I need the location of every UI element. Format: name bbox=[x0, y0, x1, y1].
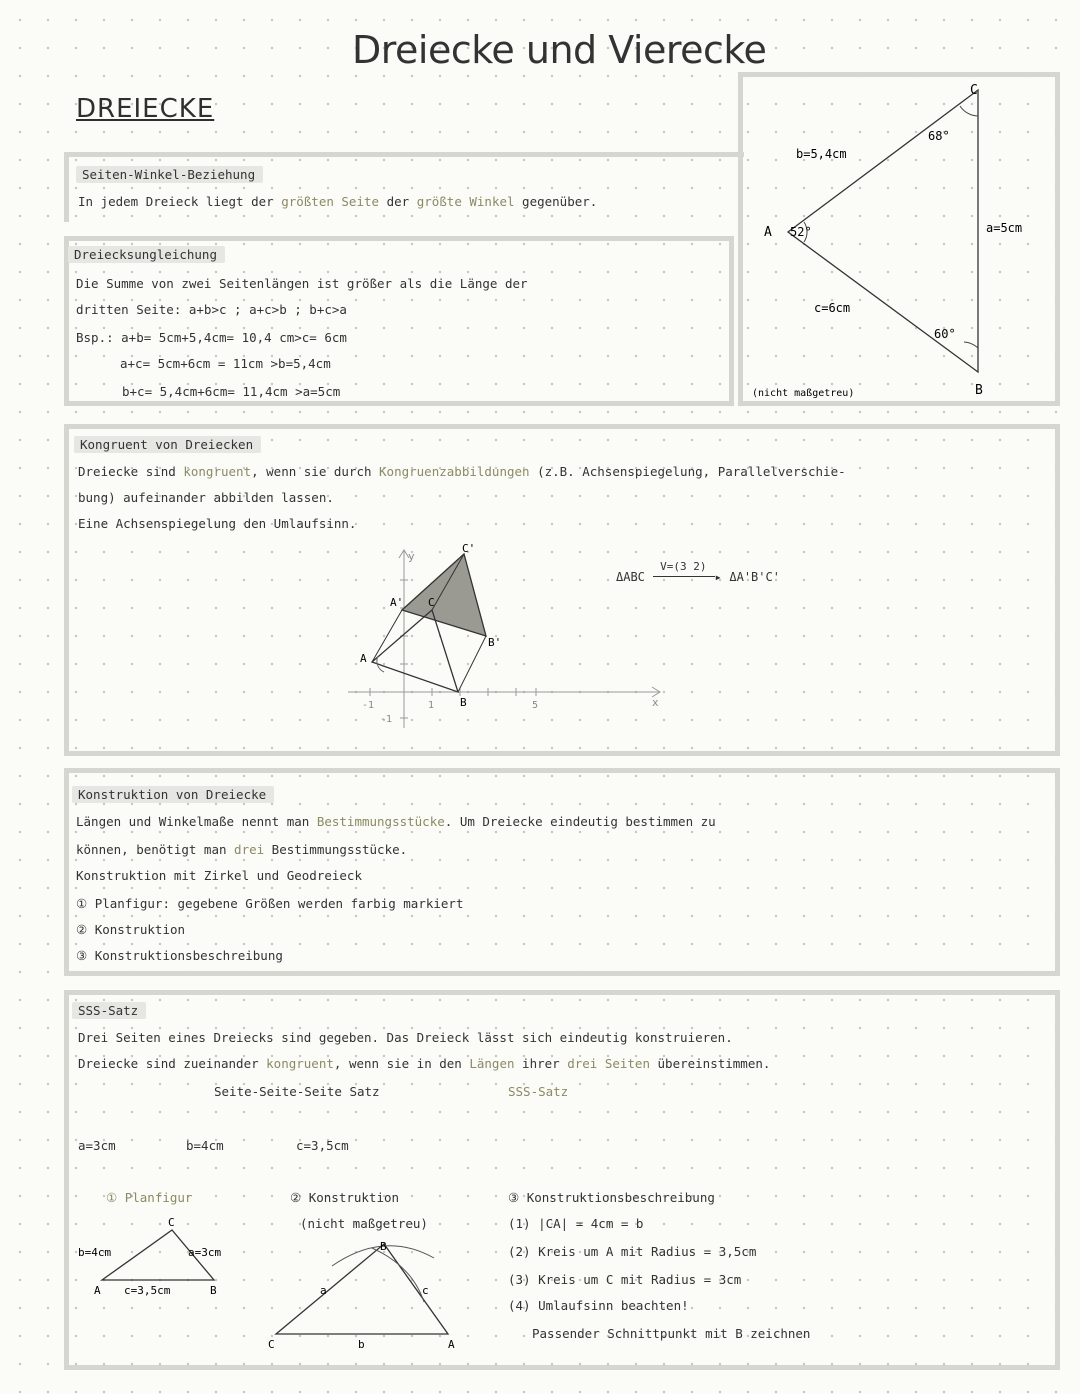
angle-arc-b bbox=[964, 342, 978, 348]
ungleichung-line2: dritten Seite: a+b>c ; a+c>b ; b+c>a bbox=[76, 302, 347, 317]
pf-side-b: b=4cm bbox=[78, 1246, 112, 1259]
sss-line2: Dreiecke sind zueinander kongruent, wenn sie in den Längen ihrer drei Seiten übereinstimmen. bbox=[78, 1056, 771, 1071]
ungleichung-line3: Bsp.: a+b= 5cm+5,4cm= 10,4 cm>c= 6cm bbox=[76, 330, 347, 345]
sss-line1: Drei Seiten eines Dreiecks sind gegeben. Das Dreieck lässt sich eindeutig konstruieren. bbox=[78, 1030, 733, 1045]
k-label-a: A bbox=[448, 1338, 455, 1351]
tick-label-1: 1 bbox=[428, 700, 435, 711]
k-side-a: a bbox=[320, 1284, 327, 1297]
pf-label-a: A bbox=[94, 1284, 101, 1297]
konstruktion-heading: ② Konstruktion bbox=[290, 1190, 400, 1205]
pf-side-c: c=3,5cm bbox=[124, 1284, 171, 1297]
sss-abbr-short: SSS-Satz bbox=[508, 1084, 569, 1099]
pf-label-c: C bbox=[168, 1216, 175, 1229]
konstruktion-line2: können, benötigt man drei Bestimmungsstücke. bbox=[76, 842, 408, 857]
konstruktion-line3: Konstruktion mit Zirkel und Geodreieck bbox=[76, 868, 362, 883]
angle-arc-c bbox=[960, 106, 978, 116]
konstruktion-step2: ② Konstruktion bbox=[76, 922, 186, 937]
side-b-label: b=5,4cm bbox=[796, 147, 847, 161]
arc-around-c bbox=[372, 1248, 424, 1302]
point-c-prime: C' bbox=[462, 542, 476, 555]
desc-1: (1) |CA| = 4cm = b bbox=[508, 1216, 644, 1231]
given-b: b=4cm bbox=[186, 1138, 224, 1153]
konstruktion-step3: ③ Konstruktionsbeschreibung bbox=[76, 948, 283, 963]
k-label-c: C bbox=[268, 1338, 275, 1351]
mapping-vector: V=(3 2) bbox=[660, 560, 707, 573]
beschreibung-heading: ③ Konstruktionsbeschreibung bbox=[508, 1190, 715, 1205]
kongruent-line2: bung) aufeinander abbilden lassen. bbox=[78, 490, 334, 505]
triangle-image bbox=[402, 554, 486, 636]
angle-c-label: 68° bbox=[928, 129, 950, 143]
angle-a-label: 52° bbox=[790, 225, 812, 239]
konstruktion-drawing bbox=[262, 1236, 482, 1352]
given-a: a=3cm bbox=[78, 1138, 116, 1153]
point-a: A bbox=[360, 652, 367, 665]
pf-side-a: a=3cm bbox=[188, 1246, 222, 1259]
seiten-winkel-text: In jedem Dreieck liegt der größten Seite der größte Winkel gegenüber. bbox=[78, 194, 598, 209]
konstruktion-note: (nicht maßgetreu) bbox=[300, 1216, 428, 1231]
side-a-label: a=5cm bbox=[986, 221, 1023, 235]
ungleichung-title: Dreiecksungleichung bbox=[68, 246, 225, 263]
seiten-winkel-title: Seiten-Winkel-Beziehung bbox=[76, 166, 263, 183]
point-b-prime: B' bbox=[488, 636, 502, 649]
kongruent-line1: Dreiecke sind kongruent, wenn sie durch Kongruenzabbildungen (z.B. Achsenspiegelung, Parallelverschie- bbox=[78, 464, 846, 479]
desc-5: Passender Schnittpunkt mit B zeichnen bbox=[532, 1326, 811, 1341]
sss-abbr-full: Seite-Seite-Seite Satz bbox=[214, 1084, 380, 1099]
planfigur-heading: ① Planfigur bbox=[106, 1190, 193, 1205]
ungleichung-line1: Die Summe von zwei Seitenlängen ist größer als die Länge der bbox=[76, 276, 528, 291]
kongruent-title: Kongruent von Dreiecken bbox=[74, 436, 261, 453]
k-side-b: b bbox=[358, 1338, 365, 1351]
desc-3: (3) Kreis um C mit Radius = 3cm bbox=[508, 1272, 742, 1287]
box-sss bbox=[64, 990, 1060, 1370]
triangle-abc-diagram bbox=[738, 72, 1060, 406]
tick-label-neg1: -1 bbox=[362, 700, 375, 711]
not-to-scale-note: (nicht maßgetreu) bbox=[752, 388, 855, 399]
desc-2: (2) Kreis um A mit Radius = 3,5cm bbox=[508, 1244, 757, 1259]
given-c: c=3,5cm bbox=[296, 1138, 349, 1153]
mapping-notation: ΔABC V=(3 2) ▸ ΔA'B'C' bbox=[616, 560, 780, 584]
vector-b bbox=[458, 636, 486, 692]
konstruktion-line1: Längen und Winkelmaße nennt man Bestimmungsstücke. Um Dreiecke eindeutig bestimmen zu bbox=[76, 814, 716, 829]
section-heading-dreiecke: DREIECKE bbox=[76, 94, 215, 124]
label-c: C bbox=[970, 83, 978, 98]
kongruent-line3: Eine Achsenspiegelung den Umlaufsinn. bbox=[78, 516, 357, 531]
tick-label-5: 5 bbox=[532, 700, 539, 711]
ungleichung-line4: a+c= 5cm+6cm = 11cm >b=5,4cm bbox=[120, 356, 331, 371]
point-b: B bbox=[460, 696, 467, 709]
label-a: A bbox=[764, 225, 772, 240]
pf-label-b: B bbox=[210, 1284, 217, 1297]
desc-4: (4) Umlaufsinn beachten! bbox=[508, 1298, 689, 1313]
coordinate-diagram bbox=[340, 540, 680, 740]
konstruktion-step1: ① Planfigur: gegebene Größen werden farbig markiert bbox=[76, 896, 464, 911]
angle-b-label: 60° bbox=[934, 327, 956, 341]
tick-label-y-neg1: -1 bbox=[380, 714, 393, 725]
k-side-c: c bbox=[422, 1284, 429, 1297]
label-b: B bbox=[975, 383, 983, 398]
planfigur-triangle bbox=[74, 1212, 264, 1304]
point-a-prime: A' bbox=[390, 596, 404, 609]
vector-a bbox=[372, 610, 402, 662]
y-axis-label: y bbox=[408, 550, 415, 563]
point-c: C bbox=[428, 596, 435, 609]
x-axis-label: x bbox=[652, 696, 659, 709]
box-seiten-winkel bbox=[64, 152, 744, 222]
page-title: Dreiecke und Vierecke bbox=[352, 28, 767, 72]
side-c-label: c=6cm bbox=[814, 301, 851, 315]
ungleichung-line5: b+c= 5,4cm+6cm= 11,4cm >a=5cm bbox=[122, 384, 341, 399]
sss-title: SSS-Satz bbox=[72, 1002, 146, 1019]
k-label-b: B bbox=[380, 1240, 387, 1253]
konstruktion-title: Konstruktion von Dreiecke bbox=[72, 786, 274, 803]
